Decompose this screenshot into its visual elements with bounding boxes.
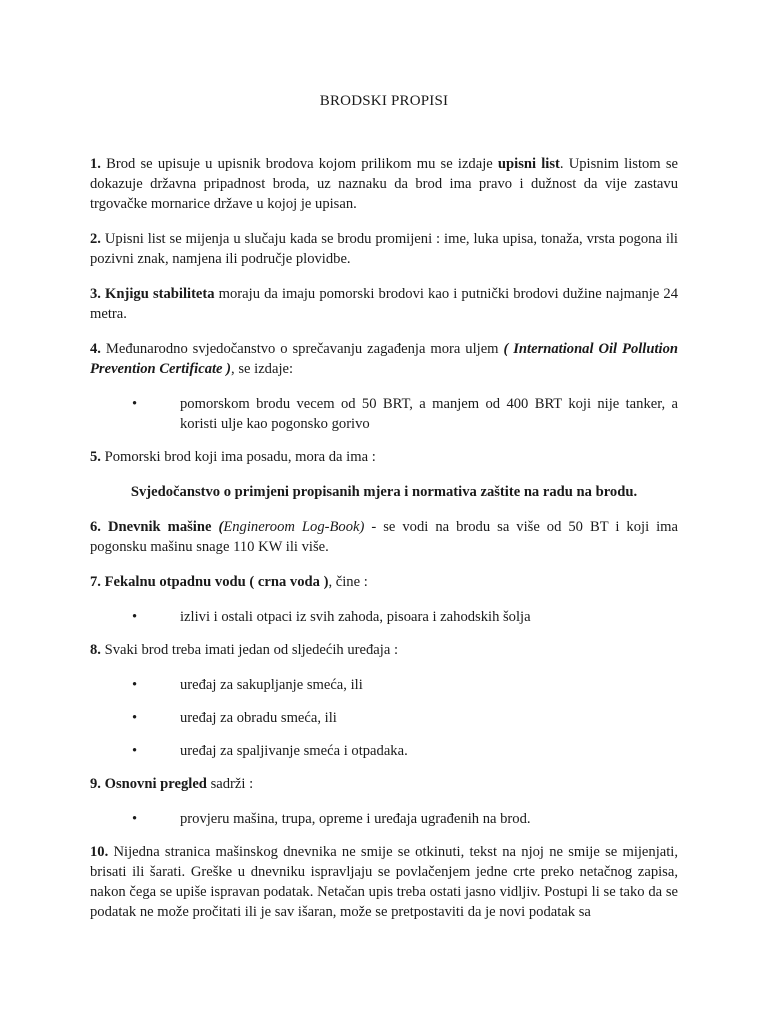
item-8 (90, 640, 678, 660)
item-text: moraju da imaju pomorski brodovi kao i putnički brodovi dužine najmanje 24 metra. (90, 286, 678, 322)
item-bold-text: Osnovni pregled (100, 776, 207, 792)
item-text: Nijedna stranica mašinskog dnevnika ne smije se otkinuti, tekst na njoj ne smije se mijenjati, brisati ili šarati. Greške u dnevniku ispravljaju se povlačenjem jedne crte preko netačnog zapisa, nakon čega se upiše ispravan podatak. Netačan upis treba ostati jasno vidljiv. Postupi li se tako da se podatak ne može pročitati ili je sav išaran, može se pretpostaviti da je novi podatak sa (90, 844, 678, 920)
item-6 (90, 517, 678, 557)
list-item-text: uređaj za spaljivanje smeća i otpadaka. (180, 743, 408, 759)
item-number: 2. (90, 231, 101, 247)
list-item (90, 741, 678, 761)
list-item (90, 394, 678, 434)
item-bold-text: Dnevnik mašine (100, 519, 219, 535)
item-text: , čine : (328, 574, 368, 590)
bullet-icon: • (132, 710, 138, 726)
item-number: 1. (90, 156, 101, 172)
item-number: 5. (90, 449, 101, 465)
item-text: Brod se upisuje u upisnik brodova kojom prilikom mu se izdaje (100, 156, 498, 172)
list-item (90, 675, 678, 695)
item-bold-italic-text: ( International Oil Pollution Prevention Certificate ) (90, 341, 678, 377)
item-text: Međunarodno svjedočanstvo o sprečavanju zagađenja mora uljem (100, 341, 504, 357)
bullet-icon: • (132, 677, 138, 693)
item-2 (90, 229, 678, 269)
item-number: 4. (90, 341, 101, 357)
item-bold-text: upisni list (497, 156, 560, 172)
item-text: Svaki brod treba imati jedan od sljedećih uređaja : (100, 642, 399, 658)
item-number: 3. (90, 286, 101, 302)
item-1 (90, 154, 678, 214)
item-text: . Upisnim listom se dokazuje državna pripadnost broda, uz naznaku da brod ima pravo i dužnost da vije zastavu trgovačke mornarice države u kojoj je upisan. (90, 156, 678, 212)
item-text: - se vodi na brodu sa više od 50 BT i koji ima pogonsku mašinu snage 110 KW ili više. (90, 519, 679, 555)
list-item-text: uređaj za sakupljanje smeća, ili (180, 677, 363, 693)
list-item (90, 809, 678, 829)
item-number: 7. (90, 574, 101, 590)
item-text: Pomorski brod koji ima posadu, mora da ima : (100, 449, 376, 465)
certificate-name: Svjedočanstvo o primjeni propisanih mjera i normativa zaštite na radu na brodu. (130, 484, 638, 500)
item-text: Upisni list se mijenja u slučaju kada se brodu promijeni : ime, luka upisa, tonaža, vrsta pogona ili pozivni znak, namjena ili područje plovidbe. (90, 231, 678, 267)
list-item (90, 607, 678, 627)
bullet-icon: • (132, 609, 138, 625)
item-5 (90, 447, 678, 467)
list-item-text: pomorskom brodu vecem od 50 BRT, a manjem od 400 BRT koji nije tanker, a koristi ulje kao pogonsko gorivo (180, 396, 678, 432)
list-item-text: izlivi i ostali otpaci iz svih zahoda, pisoara i zahodskih šolja (180, 609, 531, 625)
item-9 (90, 774, 678, 794)
item-number: 10. (90, 844, 109, 860)
list-item-text: uređaj za obradu smeća, ili (180, 710, 337, 726)
item-italic-text: Engineroom Log-Book) (223, 519, 365, 535)
bullet-icon: • (132, 396, 138, 412)
item-number: 8. (90, 642, 101, 658)
list-item (90, 708, 678, 728)
item-number: 6. (90, 519, 101, 535)
item-bold-italic-text: ( (218, 519, 224, 535)
item-text: sadrži : (206, 776, 254, 792)
list-item-text: provjeru mašina, trupa, opreme i uređaja ugrađenih na brod. (180, 811, 531, 827)
item-10 (90, 842, 678, 922)
item-3 (90, 284, 678, 324)
page-title: BRODSKI PROPISI (319, 93, 449, 109)
item-4 (90, 339, 678, 379)
item-text: , se izdaje: (231, 361, 294, 377)
bullet-icon: • (132, 811, 138, 827)
bullet-icon: • (132, 743, 138, 759)
item-bold-text: Knjigu stabiliteta (100, 286, 215, 302)
item-7 (90, 572, 678, 592)
item-number: 9. (90, 776, 101, 792)
item-bold-text: Fekalnu otpadnu vodu ( crna voda ) (100, 574, 329, 590)
